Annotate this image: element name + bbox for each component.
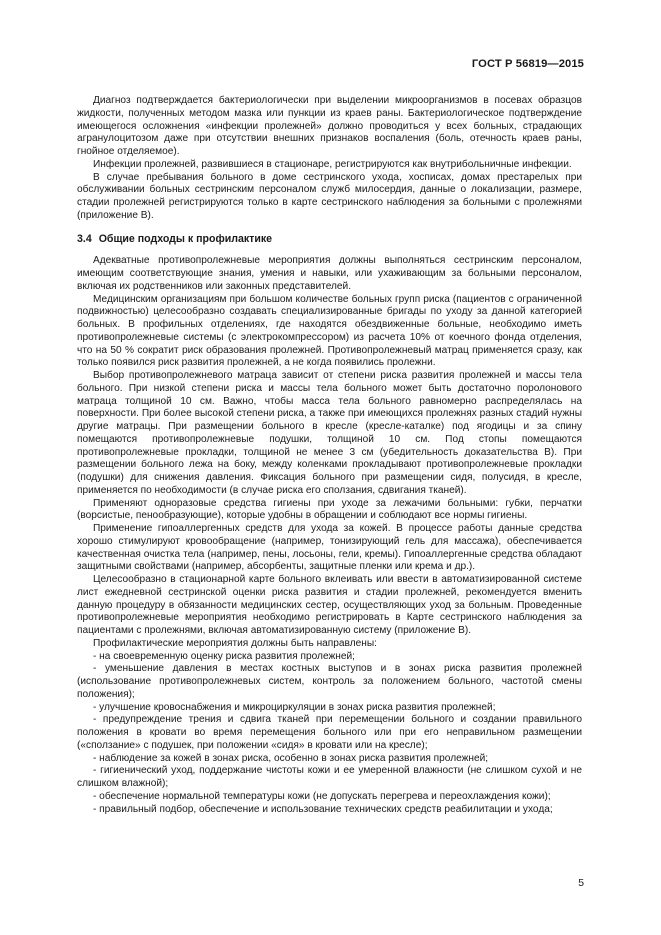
section-number: 3.4	[77, 232, 92, 245]
list-item: - предупреждение трения и сдвига тканей при перемещении больного и создании правильного положения в кровати во время перемещения больного или при его неправильном размещении («сползание» с подушек, при положении «сидя» в кровати или на кресле);	[77, 714, 582, 751]
list-item: - обеспечение нормальной температуры кожи (не допускать перегрева и переохлаждения кожи);	[93, 790, 551, 802]
list-item: - правильный подбор, обеспечение и использование технических средств реабилитации и ухода;	[93, 803, 553, 815]
paragraph: Целесообразно в стационарной карте больного вклеивать или ввести в автоматизированной системе лист ежедневной сестринской оценки риска развития и стадии пролежней, рекомендуется вменить данную процедуру в обязанности медицинских сестер, осуществляющих уход за больным. Проведенные противопролежневые мероприятия необходимо регистрировать в Карте сестринского наблюдения за пациентами с пролежнями, включая автоматизированную систему (приложение В).	[77, 574, 582, 636]
list-item: - на своевременную оценку риска развития пролежней;	[93, 650, 355, 662]
list-item: - наблюдение за кожей в зонах риска, особенно в зонах риска развития пролежней;	[93, 752, 489, 764]
page-content	[77, 95, 582, 816]
list-item: - улучшение кровоснабжения и микроциркуляции в зонах риска развития пролежней;	[93, 701, 496, 713]
paragraph: Адекватные противопролежневые мероприятия должны выполняться сестринским персоналом, имеющим соответствующие знания, умения и навыки, или ухаживающим за больными персоналом, включая их родственников или законных представителей.	[77, 255, 582, 292]
list-item: - уменьшение давления в местах костных выступов и в зонах риска развития пролежней (использование противопролежневых систем, контроль за положением больного, частотой смены положения);	[77, 663, 582, 700]
paragraph: Выбор противопролежневого матраца зависит от степени риска развития пролежней и массы тела больного. При низкой степени риска и массы тела больного может быть достаточно поролонового матраца толщиной 10 см. Важно, чтобы масса тела больного равномерно распределялась на поверхности. При более высокой степени риска, а также при имеющихся пролежнях разных стадий нужны другие матрацы. При размещении больного в кресле (кресле-каталке) под ягодицы и за спину помещаются противопролежневые подушки, толщиной 10 см. Под стопы помещаются противопролежневые прокладки, толщиной не менее 3 см (убедительность доказательства В). При размещении больного лежа на боку, между коленками прокладывают противопролежневые прокладки (подушки) для снижения давления. Фиксация больного при размещении сидя, полусидя, в кресле, применяется по необходимости (в случае риска его сползания, сдвигания тканей).	[77, 370, 582, 496]
page-number: 5	[578, 878, 584, 889]
paragraph: Применяют одноразовые средства гигиены при уходе за лежачими больными: губки, перчатки (ворсистые, пенообразующие), которые удобны в обращении и соблюдают все нормы гигиены.	[77, 497, 582, 522]
paragraph: Диагноз подтверждается бактериологически при выделении микроорганизмов в посевах образцов жидкости, полученных методом мазка или пункции из краев раны. Бактериологическое подтверждение имеющегося осложнения «инфекции пролежней» должно проводиться у всех больных, страдающих агранулоцитозом даже при отсутствии внешних признаков воспаления (боль, отечность краев раны, гнойное отделяемое).	[77, 95, 582, 157]
paragraph: Применение гипоаллергенных средств для ухода за кожей. В процессе работы данные средства хорошо стимулируют кровообращение (например, тонизирующий гель для массажа), обеспечивается качественная очистка тела (например, пены, лосьоны, гели, кремы). Гипоаллергенные средства обладают защитными свойствами (например, абсорбенты, защитные пленки или крема и др.).	[77, 523, 582, 573]
list-intro: Профилактические мероприятия должны быть направлены:	[93, 637, 377, 649]
section-heading	[77, 233, 582, 246]
paragraph: Медицинским организациям при большом количестве больных групп риска (пациентов с ограниченной подвижностью) целесообразно создавать специализированные бригады по уходу за данной категорией больных. В профильных отделениях, где находятся обездвиженные больные, необходимо иметь противопролежневые системы (с электрокомпрессором) из расчета 10% от коечного фонда отделения, что на 50 % сократит риск образования пролежней. Противопролежневый матрац применяется сразу, как только появился риск развития пролежней, а не когда появились пролежни.	[77, 293, 582, 369]
section-title: Общие подходы к профилактике	[98, 232, 273, 245]
paragraph: В случае пребывания больного в доме сестринского ухода, хосписах, домах престарелых при обслуживании больных сестринским персоналом служб милосердия, данные о локализации, размере, стадии пролежней регистрируются только в карте сестринского наблюдения за больными с пролежнями (приложение В).	[77, 171, 582, 221]
list-item: - гигиенический уход, поддержание чистоты кожи и ее умеренной влажности (не слишком сухой и не слишком влажной);	[77, 765, 582, 789]
paragraph: Инфекции пролежней, развившиеся в стационаре, регистрируются как внутрибольничные инфекции.	[93, 158, 572, 170]
document-code-header: ГОСТ Р 56819—2015	[471, 58, 584, 70]
